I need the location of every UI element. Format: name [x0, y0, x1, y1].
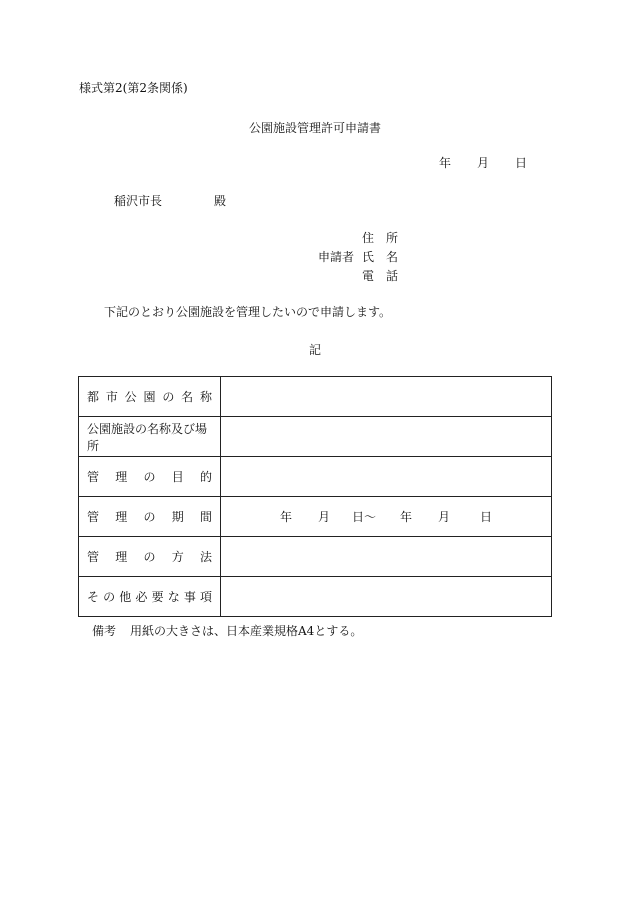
table-row: [79, 577, 552, 617]
row-value-field[interactable]: [221, 537, 552, 577]
applicant-phone-label: 電 話: [362, 269, 399, 283]
date-day: 日: [514, 156, 527, 170]
period-day-from: 日～: [351, 510, 376, 524]
row-value-field[interactable]: [221, 457, 552, 497]
row-label: [79, 457, 221, 497]
table-row: [79, 537, 552, 577]
addressee: [114, 193, 226, 209]
period-year: 年: [279, 510, 292, 524]
applicant-row-name: [318, 249, 408, 268]
row-value-field[interactable]: [221, 377, 552, 417]
row-label-text: 管 理 の 期 間: [87, 510, 212, 524]
period-line: [221, 508, 551, 525]
row-label-text: 管 理 の 方 法: [87, 550, 212, 564]
applicant-row-address: [318, 230, 408, 249]
applicant-name-label: 氏 名: [362, 250, 399, 264]
document-title: 公園施設管理許可申請書: [248, 121, 381, 135]
remarks-label: 備考: [92, 624, 117, 638]
row-label-text: そ の 他 必 要 な 事 項: [87, 590, 212, 604]
table-row: [79, 497, 552, 537]
ki-heading: 記: [308, 343, 321, 357]
row-label-text: 公園施設の名称及び場所: [87, 421, 208, 453]
table-row: [79, 417, 552, 457]
row-value-field[interactable]: [221, 497, 552, 537]
period-month: 月: [317, 510, 330, 524]
form-number: 様式第2(第2条関係): [79, 81, 188, 95]
row-value-field[interactable]: [221, 577, 552, 617]
period-day2: 日: [480, 510, 493, 524]
row-label-text: 都 市 公 園 の 名 称: [87, 390, 212, 404]
remarks: [92, 623, 362, 639]
table-row: [79, 377, 552, 417]
row-label-text: 管 理 の 目 的: [87, 470, 212, 484]
intro-text: 下記のとおり公園施設を管理したいので申請します。: [104, 305, 392, 319]
table-row: [79, 457, 552, 497]
applicant-label: 申請者: [318, 250, 355, 264]
row-label: [79, 417, 221, 457]
applicant-block: [318, 230, 408, 287]
date-year: 年: [438, 156, 451, 170]
row-value-field[interactable]: [221, 417, 552, 457]
period-year2: 年: [400, 510, 413, 524]
date-month: 月: [476, 156, 489, 170]
applicant-address-label: 住 所: [362, 231, 399, 245]
applicant-row-phone: [318, 268, 408, 287]
application-table: [78, 376, 552, 617]
row-label: [79, 577, 221, 617]
row-label: [79, 537, 221, 577]
period-month2: 月: [438, 510, 451, 524]
addressee-honorific: 殿: [214, 194, 227, 208]
remarks-text: 用紙の大きさは、日本産業規格A4とする。: [130, 624, 363, 638]
row-label: [79, 377, 221, 417]
date-line: [439, 155, 527, 171]
addressee-name: 稲沢市長: [114, 194, 163, 208]
row-label: [79, 497, 221, 537]
